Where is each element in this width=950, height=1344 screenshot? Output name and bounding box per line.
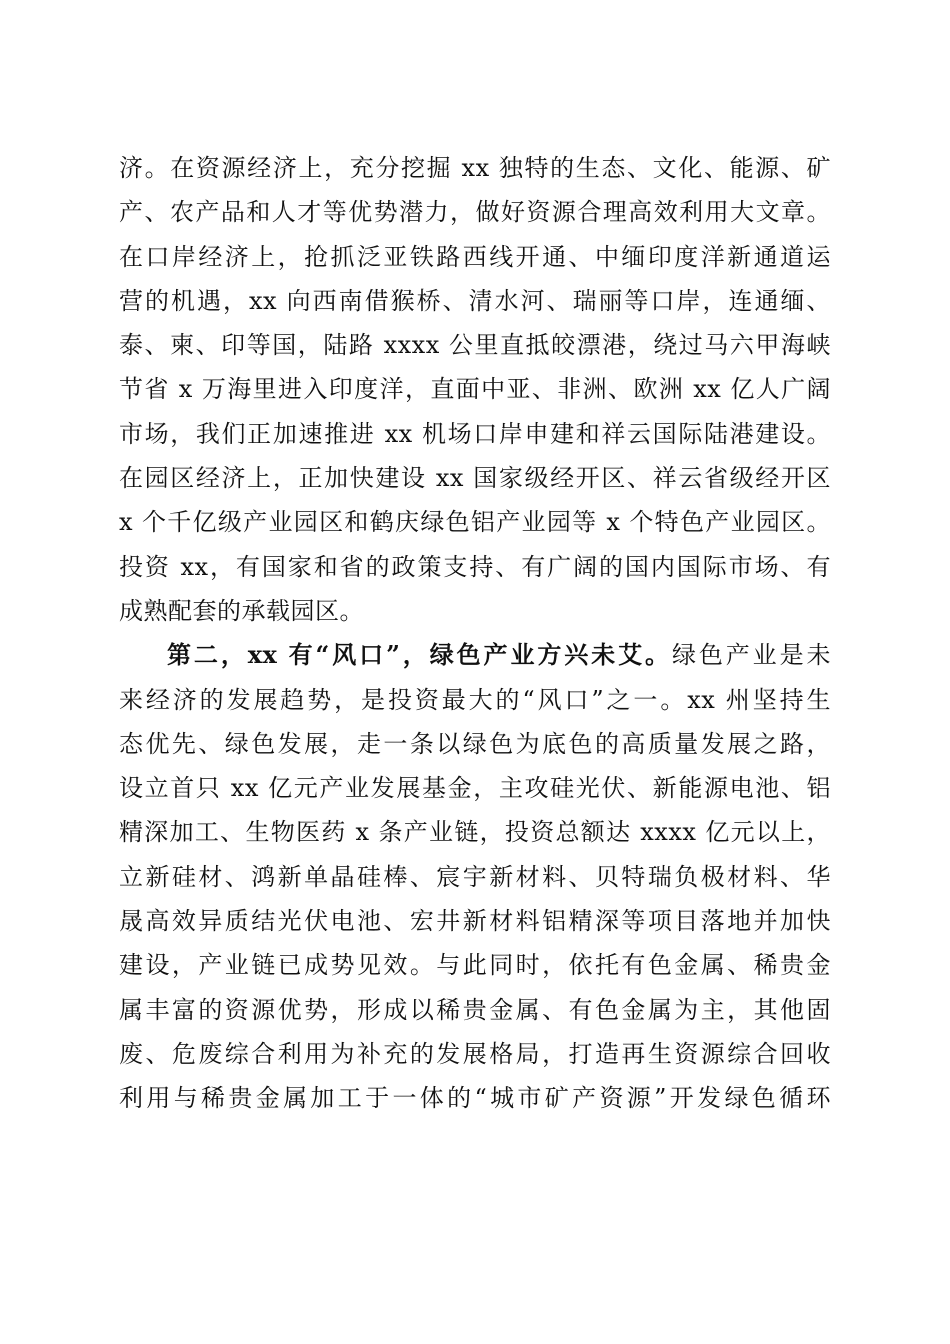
text-line: 建设，产业链已成势见效。与此同时，依托有色金属、稀贵金: [119, 951, 831, 980]
text-line: 利用与稀贵金属加工于一体的“城市矿产资源”开发绿色循环: [119, 1084, 831, 1113]
text-line: 成熟配套的承载园区。: [119, 596, 364, 625]
text-line: 济。在资源经济上，充分挖掘 xx 独特的生态、文化、能源、矿: [119, 154, 831, 182]
text-line: 产、农产品和人才等优势潜力，做好资源合理高效利用大文章。: [119, 198, 831, 227]
text-line-lead: [119, 633, 831, 677]
paragraph-resource-port-park-economy: [119, 146, 831, 633]
text-line: 营的机遇，xx 向西南借猴桥、清水河、瑞丽等口岸，连通缅、: [119, 286, 831, 315]
text-line: 立新硅材、鸿新单晶硅棒、宸宇新材料、贝特瑞负极材料、华: [119, 862, 831, 891]
paragraph-lead-text: 绿色产业是未: [671, 641, 832, 670]
text-line: 在园区经济上，正加快建设 xx 国家级经开区、祥云省级经开区: [119, 464, 831, 493]
text-line: 市场，我们正加速推进 xx 机场口岸申建和祥云国际陆港建设。: [119, 419, 831, 448]
text-line: 泰、柬、印等国，陆路 xxxx 公里直抵皎漂港，绕过马六甲海峡: [119, 331, 831, 360]
text-line: 态优先、绿色发展，走一条以绿色为底色的高质量发展之路，: [119, 729, 831, 758]
text-line: 在口岸经济上，抢抓泛亚铁路西线开通、中缅印度洋新通道运: [119, 242, 831, 271]
text-line: 晟高效异质结光伏电池、宏井新材料铝精深等项目落地并加快: [119, 907, 831, 936]
text-line: 节省 x 万海里进入印度洋，直面中亚、非洲、欧洲 xx 亿人广阔: [119, 375, 831, 404]
text-line: 废、危废综合利用为补充的发展格局，打造再生资源综合回收: [119, 1039, 831, 1068]
text-line: 来经济的发展趋势，是投资最大的“风口”之一。xx 州坚持生: [119, 685, 831, 714]
paragraph-heading: 第二，xx 有“风口”，绿色产业方兴未艾。: [167, 640, 672, 670]
text-line: 设立首只 xx 亿元产业发展基金，主攻硅光伏、新能源电池、铝: [119, 774, 831, 803]
text-line: x 个千亿级产业园区和鹤庆绿色铝产业园等 x 个特色产业园区。: [119, 508, 831, 537]
text-line: 投资 xx，有国家和省的政策支持、有广阔的国内国际市场、有: [119, 552, 831, 581]
text-line: 属丰富的资源优势，形成以稀贵金属、有色金属为主，其他固: [119, 995, 831, 1024]
body-text: [119, 146, 831, 1121]
paragraph-green-industry: [119, 633, 831, 1120]
text-line: 精深加工、生物医药 x 条产业链，投资总额达 xxxx 亿元以上，: [119, 818, 831, 847]
